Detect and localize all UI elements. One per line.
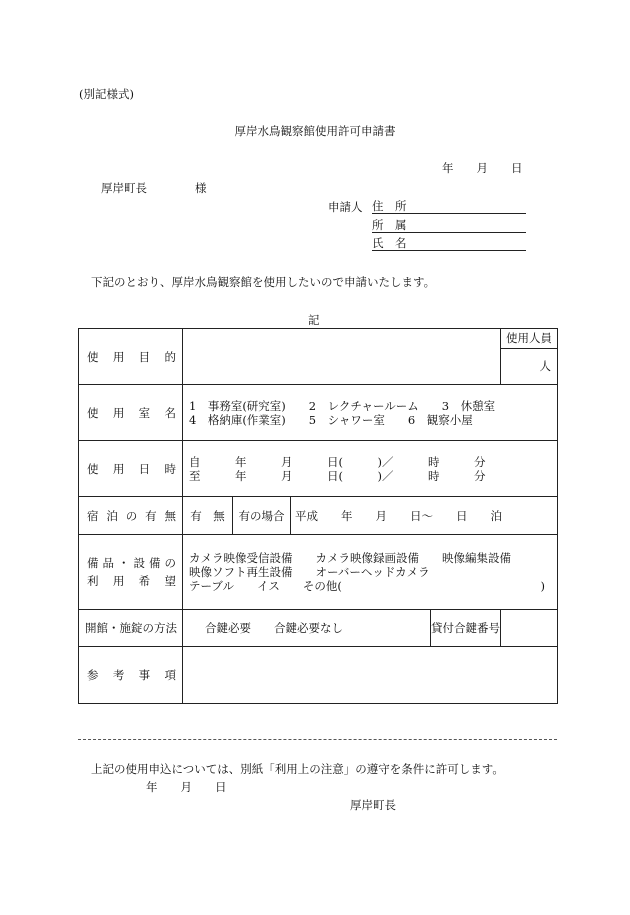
name-field[interactable] — [372, 235, 526, 251]
purpose-label: 使用目的 — [79, 329, 183, 385]
equipment-label — [79, 535, 183, 610]
application-table — [78, 328, 558, 704]
datetime-from: 自 年 月 日( )／ 時 分 — [189, 454, 486, 469]
lock-label: 開館・施錠の方法 — [79, 610, 183, 647]
equipment-row — [79, 535, 558, 610]
equipment-line-1: カメラ映像受信設備 カメラ映像録画設備 映像編集設備 — [189, 551, 511, 565]
room-options-line-1: 1 事務室(研究室) 2 レクチャールーム 3 休憩室 — [189, 398, 496, 413]
equipment-other-close: ) — [540, 579, 545, 593]
notes-row — [79, 647, 558, 704]
equipment-label-line-2: 利用希望 — [87, 574, 176, 588]
room-label: 使用室名 — [79, 385, 183, 441]
ki-label: 記 — [308, 313, 320, 327]
form-type-label: (別記様式) — [79, 87, 134, 101]
purpose-row — [79, 329, 558, 385]
key-number-input[interactable] — [501, 610, 558, 647]
intro-text: 下記のとおり、厚岸水鳥観察館を使用したいので申請いたします。 — [91, 275, 436, 289]
equipment-options[interactable] — [183, 535, 558, 610]
headcount-unit: 人 — [539, 359, 551, 373]
datetime-to: 至 年 月 日( )／ 時 分 — [189, 468, 486, 483]
lock-options[interactable]: 合鍵必要 合鍵必要なし — [183, 610, 431, 647]
key-number-label: 貸付合鍵番号 — [431, 610, 501, 647]
room-options[interactable] — [183, 385, 558, 441]
equipment-label-line-1: 備品・設備の — [87, 556, 176, 570]
lock-row — [79, 610, 558, 647]
stay-yesno[interactable]: 有 無 — [183, 497, 233, 535]
name-label: 氏 名 — [372, 236, 407, 250]
approval-signer: 厚岸町長 — [350, 798, 396, 812]
stay-period[interactable]: 平成 年 月 日〜 日 泊 — [291, 497, 558, 535]
purpose-input[interactable] — [183, 329, 501, 385]
approval-date: 年 月 日 — [146, 780, 227, 794]
stay-row — [79, 497, 558, 535]
applicant-label: 申請人 — [328, 200, 363, 214]
datetime-row — [79, 441, 558, 497]
stay-label: 宿泊の有無 — [79, 497, 183, 535]
datetime-label: 使用日時 — [79, 441, 183, 497]
notes-label: 参考事項 — [79, 647, 183, 704]
room-options-line-2: 4 格納庫(作業室) 5 シャワー室 6 観察小屋 — [189, 412, 473, 427]
equipment-line-3: テーブル イス その他( — [189, 579, 342, 593]
notes-input[interactable] — [183, 647, 558, 704]
stay-if-yes-label: 有の場合 — [233, 497, 291, 535]
equipment-line-2: 映像ソフト再生設備 オーバーヘッドカメラ — [189, 565, 430, 579]
headcount-cell[interactable] — [501, 329, 558, 385]
affiliation-field[interactable] — [372, 217, 526, 233]
date-line: 年 月 日 — [442, 161, 523, 175]
honorific: 様 — [195, 181, 207, 195]
document-title: 厚岸水鳥観察館使用許可申請書 — [234, 124, 396, 138]
cut-line-divider — [78, 739, 557, 740]
room-row — [79, 385, 558, 441]
address-label: 住 所 — [372, 199, 407, 213]
addressee: 厚岸町長 — [101, 181, 147, 195]
affiliation-label: 所 属 — [372, 218, 407, 232]
datetime-input[interactable] — [183, 441, 558, 497]
approval-text: 上記の使用申込については、別紙「利用上の注意」の遵守を条件に許可します。 — [91, 762, 504, 776]
address-field[interactable] — [372, 198, 526, 214]
headcount-label: 使用人員 — [501, 329, 557, 349]
